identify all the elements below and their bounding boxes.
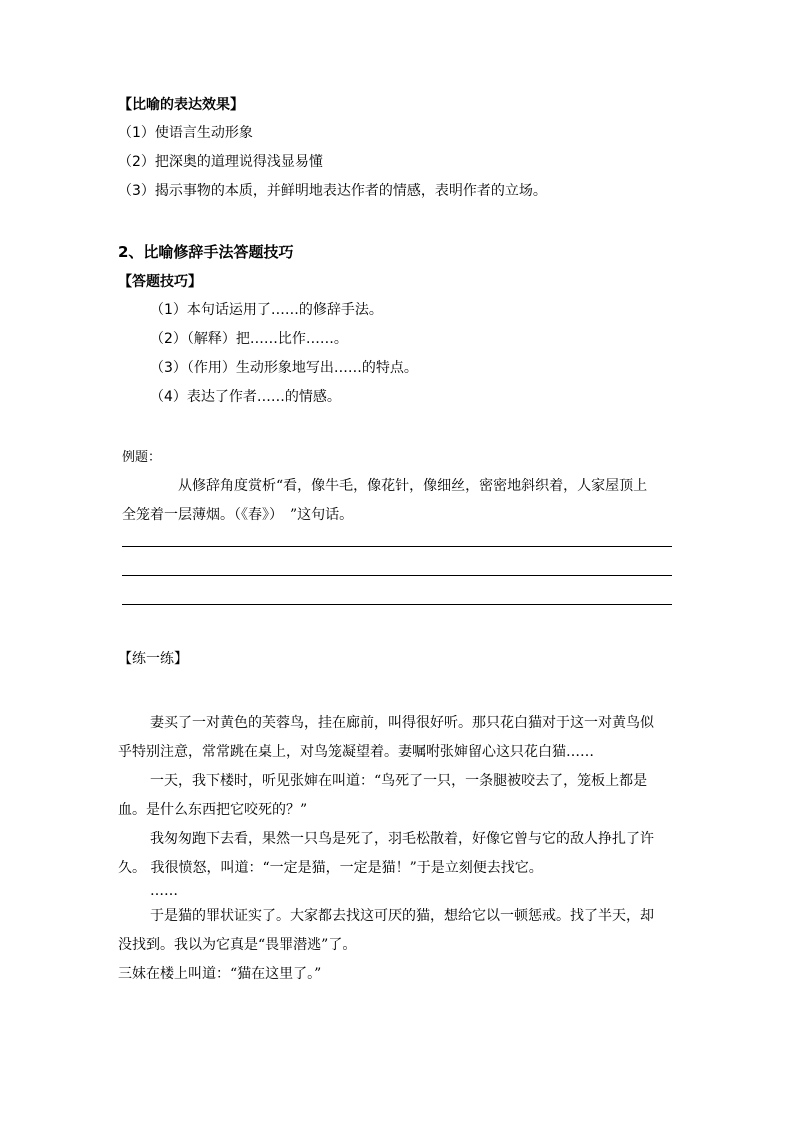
passage-line: 久。 我很愤怒，叫道：“一定是猫，一定是猫！”于是立刻便去找它。 (118, 860, 543, 876)
answer-line (122, 575, 672, 576)
passage-line: 妻买了一对黄色的芙蓉鸟，挂在廊前，叫得很好听。那只花白猫对于这一对黄鸟似 (150, 715, 654, 731)
skill-step: （4）表达了作者……的情感。 (150, 389, 341, 405)
effect-item: （1）使语言生动形象 (118, 125, 253, 141)
example-question: 全笼着一层薄烟。（《春》） ”这句话。 (122, 507, 354, 523)
skill-step: （1）本句话运用了……的修辞手法。 (150, 302, 383, 318)
passage-line: 乎特别注意，常常跳在桌上，对鸟笼凝望着。妻嘱咐张婶留心这只花白猫…… (118, 744, 594, 760)
passage-line: 三妹在楼上叫道：“猫在这里了。” (118, 966, 322, 982)
passage-line: 我匆匆跑下去看，果然一只鸟是死了，羽毛松散着，好像它曾与它的敌人挣扎了许 (150, 831, 654, 847)
passage-line: 没找到。我以为它真是“畏罪潜逃”了。 (118, 937, 357, 953)
effect-item: （3）揭示事物的本质，并鲜明地表达作者的情感，表明作者的立场。 (118, 183, 547, 199)
effect-title: 【比喻的表达效果】 (118, 97, 244, 113)
skill-step: （2）（解释）把……比作……。 (150, 331, 348, 347)
skill-step: （3）（作用）生动形象地写出……的特点。 (150, 360, 418, 376)
example-label: 例题： (122, 450, 162, 465)
example-question: 从修辞角度赏析“看，像牛毛，像花针，像细丝，密密地斜织着，人家屋顶上 (178, 478, 648, 494)
passage-line: 血。是什么东西把它咬死的？” (118, 802, 308, 818)
section-heading: 2、比喻修辞手法答题技巧 (118, 243, 294, 261)
passage-line: 一天，我下楼时，听见张婶在叫道：“鸟死了一只，一条腿被咬去了，笼板上都是 (150, 773, 648, 789)
passage-line: 于是猫的罪状证实了。大家都去找这可厌的猫，想给它以一顿惩戒。找了半天，却 (150, 908, 654, 924)
effect-item: （2）把深奥的道理说得浅显易懂 (118, 154, 323, 170)
answer-line (122, 604, 672, 605)
answer-line (122, 546, 672, 547)
passage-ellipsis: …… (150, 883, 178, 899)
practice-title: 【练一练】 (118, 651, 188, 667)
skills-subtitle: 【答题技巧】 (118, 274, 202, 290)
